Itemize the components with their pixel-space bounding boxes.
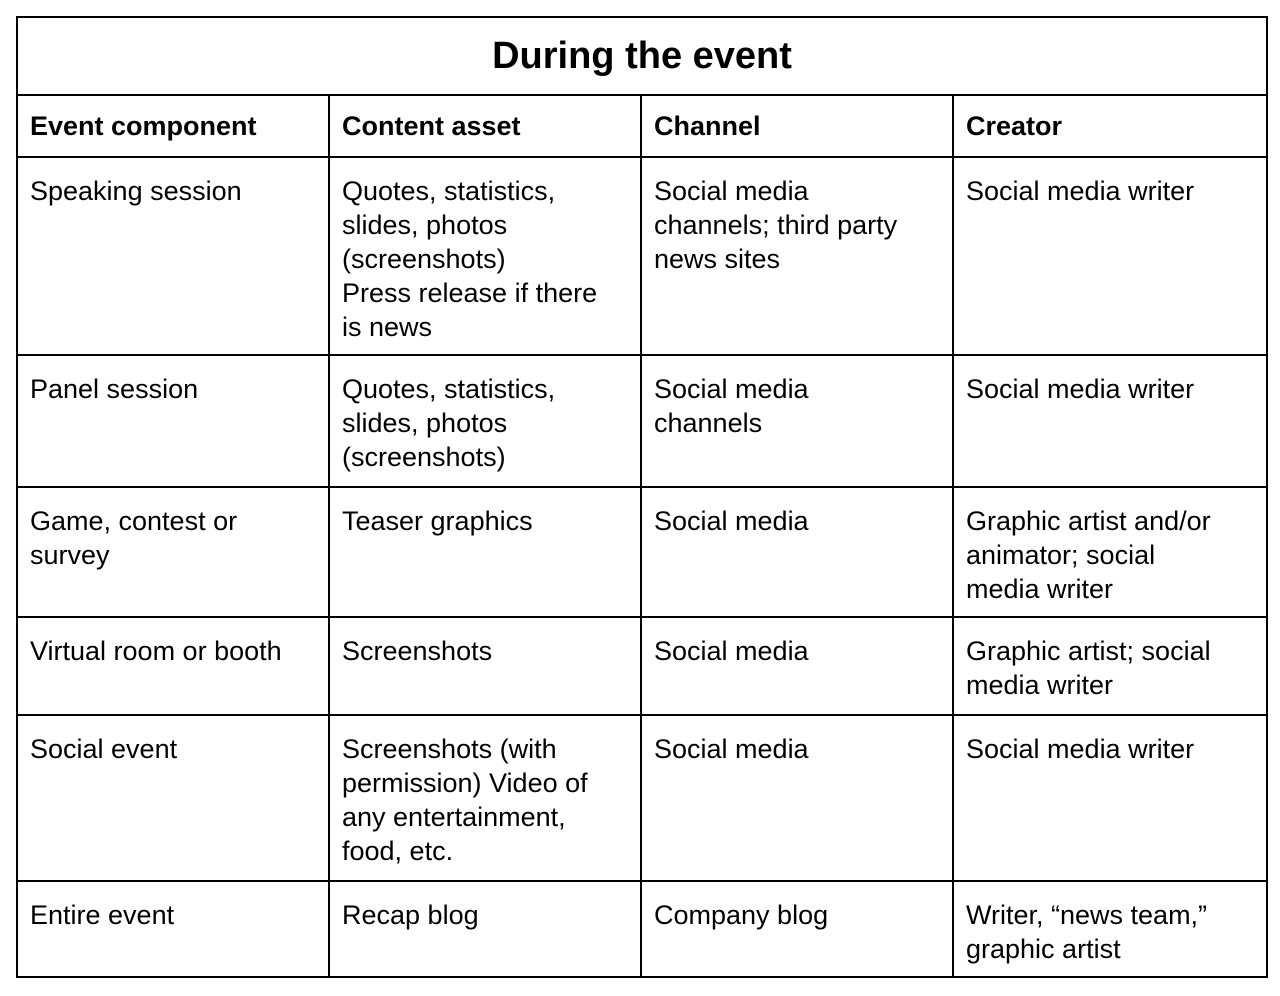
cell-line: Virtual room or booth <box>30 636 282 666</box>
cell-line: Social event <box>30 734 178 764</box>
header-content-asset: Content asset <box>329 95 641 157</box>
cell-creator <box>953 157 1267 355</box>
cell-event-component <box>17 487 329 617</box>
cell-line: Entire event <box>30 900 175 930</box>
cell-content-asset <box>329 881 641 977</box>
cell-line: graphic artist <box>966 934 1121 964</box>
cell-line: any entertainment, <box>342 802 566 832</box>
cell-line: permission) Video of <box>342 768 588 798</box>
cell-line: Social media <box>654 506 809 536</box>
cell-line: Social media <box>654 176 809 206</box>
cell-line: media writer <box>966 670 1114 700</box>
cell-line: Social media <box>654 374 809 404</box>
table-row <box>17 355 1267 487</box>
cell-content-asset <box>329 355 641 487</box>
cell-content-asset <box>329 487 641 617</box>
cell-line: slides, photos <box>342 210 508 240</box>
cell-line: is news <box>342 312 433 342</box>
cell-line: channels <box>654 408 763 438</box>
cell-line: Speaking session <box>30 176 242 206</box>
cell-line: Writer, “news team,” <box>966 900 1208 930</box>
cell-line: news sites <box>654 244 781 274</box>
header-channel: Channel <box>641 95 953 157</box>
header-creator: Creator <box>953 95 1267 157</box>
cell-line: Teaser graphics <box>342 506 533 536</box>
cell-line: Social media writer <box>966 734 1195 764</box>
cell-line: Social media writer <box>966 374 1195 404</box>
cell-line: food, etc. <box>342 836 454 866</box>
cell-channel <box>641 881 953 977</box>
cell-line: animator; social <box>966 540 1156 570</box>
cell-line: slides, photos <box>342 408 508 438</box>
cell-line: Company blog <box>654 900 829 930</box>
event-content-table <box>16 16 1268 978</box>
table-title: During the event <box>17 17 1267 95</box>
table-row <box>17 487 1267 617</box>
cell-line: channels; third party <box>654 210 898 240</box>
table-row <box>17 157 1267 355</box>
cell-channel <box>641 157 953 355</box>
cell-line: Graphic artist; social <box>966 636 1211 666</box>
cell-event-component <box>17 617 329 715</box>
cell-event-component <box>17 881 329 977</box>
cell-line: (screenshots) <box>342 442 506 472</box>
cell-event-component <box>17 715 329 881</box>
cell-line: survey <box>30 540 110 570</box>
cell-creator <box>953 715 1267 881</box>
cell-channel <box>641 487 953 617</box>
cell-channel <box>641 355 953 487</box>
cell-line: Screenshots <box>342 636 493 666</box>
table-row <box>17 715 1267 881</box>
cell-creator <box>953 355 1267 487</box>
cell-creator <box>953 617 1267 715</box>
cell-line: Social media <box>654 734 809 764</box>
cell-line: Panel session <box>30 374 199 404</box>
cell-line: Press release if there <box>342 278 598 308</box>
cell-line: Social media writer <box>966 176 1195 206</box>
cell-content-asset <box>329 617 641 715</box>
cell-line: Graphic artist and/or <box>966 506 1211 536</box>
cell-channel <box>641 715 953 881</box>
cell-channel <box>641 617 953 715</box>
cell-line: Screenshots (with <box>342 734 557 764</box>
cell-event-component <box>17 355 329 487</box>
cell-content-asset <box>329 715 641 881</box>
cell-line: Quotes, statistics, <box>342 176 556 206</box>
table-row <box>17 881 1267 977</box>
cell-line: media writer <box>966 574 1114 604</box>
header-event-component: Event component <box>17 95 329 157</box>
cell-line: Quotes, statistics, <box>342 374 556 404</box>
cell-event-component <box>17 157 329 355</box>
cell-line: Game, contest or <box>30 506 238 536</box>
cell-content-asset <box>329 157 641 355</box>
cell-line: Recap blog <box>342 900 479 930</box>
cell-line: (screenshots) <box>342 244 506 274</box>
cell-line: Social media <box>654 636 809 666</box>
cell-creator <box>953 881 1267 977</box>
table-row <box>17 617 1267 715</box>
cell-creator <box>953 487 1267 617</box>
